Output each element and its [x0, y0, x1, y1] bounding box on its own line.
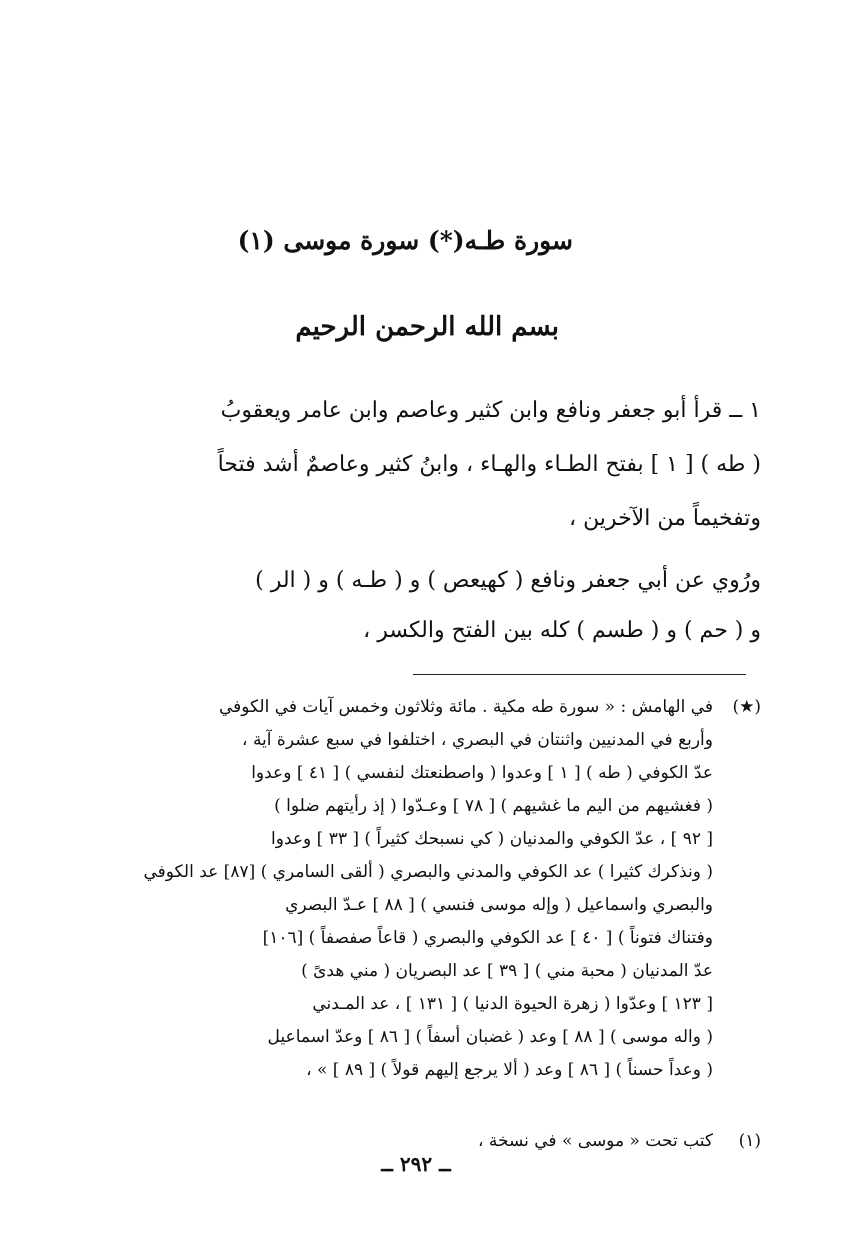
footnote-line: عدّ الكوفي ( طه ) [ ١ ] وعدوا ( واصطنعتك لنفسي ) [ ٤١ ] وعدوا — [251, 763, 713, 783]
footnote-one-marker: (١) — [738, 1131, 761, 1151]
body-line: ١ ــ قرأ أبو جعفر ونافع وابن كثير وعاصم وابن عامر ويعقوبُ — [220, 398, 761, 423]
footnote-line: في الهامش : « سورة طه مكية . مائة وثلاثون وخمس آيات في الكوفي — [218, 697, 713, 717]
footnote-separator — [413, 674, 746, 675]
footnote-star-marker: (★) — [732, 697, 761, 717]
body-line: ( طه ) [ ١ ] بفتح الطـاء والهـاء ، وابنُ كثير وعاصمٌ أشد فتحاً — [217, 452, 761, 477]
footnote-line: ( فغشيهم من اليم ما غشيهم ) [ ٧٨ ] وعـدّوا ( إذ رأيتهم ضلوا ) — [274, 796, 713, 816]
footnote-line: [ ١٢٣ ] وعدّوا ( زهرة الحيوة الدنيا ) [ ١٣١ ] ، عد المـدني — [312, 994, 713, 1014]
body-line: ورُوي عن أبي جعفر ونافع ( كهيعص ) و ( طـه ) و ( الر ) — [255, 568, 761, 593]
basmala: بسم الله الرحمن الرحيم — [295, 312, 559, 342]
footnote-line: ( ونذكرك كثيرا ) عد الكوفي والمدني والبصري ( ألقى السامري ) [٨٧] عد الكوفي — [143, 862, 713, 882]
surah-title: سورة طـه(*) سورة موسى (١) — [237, 226, 573, 255]
footnote-one-text: كتب تحت « موسى » في نسخة ، — [477, 1131, 713, 1151]
footnote-line: وفتناك فتوناً ) [ ٤٠ ] عد الكوفي والبصري ( قاعاً صفصفاً ) [١٠٦] — [262, 928, 713, 948]
page-number: ــ ٢٩٢ ــ — [381, 1152, 451, 1176]
footnote-line: ( واله موسى ) [ ٨٨ ] وعد ( غضبان أسفاً ) [ ٨٦ ] وعدّ اسماعيل — [267, 1027, 713, 1047]
footnote-line: والبصري واسماعيل ( وإله موسى فنسي ) [ ٨٨ ] عـدّ البصري — [285, 895, 713, 915]
footnote-line: وأربع في المدنيين واثنتان في البصري ، اختلفوا في سبع عشرة آية ، — [242, 730, 713, 750]
footnote-line: عدّ المدنيان ( محبة مني ) [ ٣٩ ] عد البصريان ( مني هدىً ) — [301, 961, 713, 981]
footnote-line: [ ٩٢ ] ، عدّ الكوفي والمدنيان ( كي نسبحك كثيراً ) [ ٣٣ ] وعدوا — [271, 829, 713, 849]
footnote-line: ( وعداً حسناً ) [ ٨٦ ] وعد ( ألا يرجع إليهم قولاً ) [ ٨٩ ] » ، — [306, 1060, 713, 1080]
body-line: وتفخيماً من الآخرين ، — [568, 506, 761, 531]
body-line: و ( حم ) و ( طسم ) كله بين الفتح والكسر ، — [363, 618, 761, 643]
